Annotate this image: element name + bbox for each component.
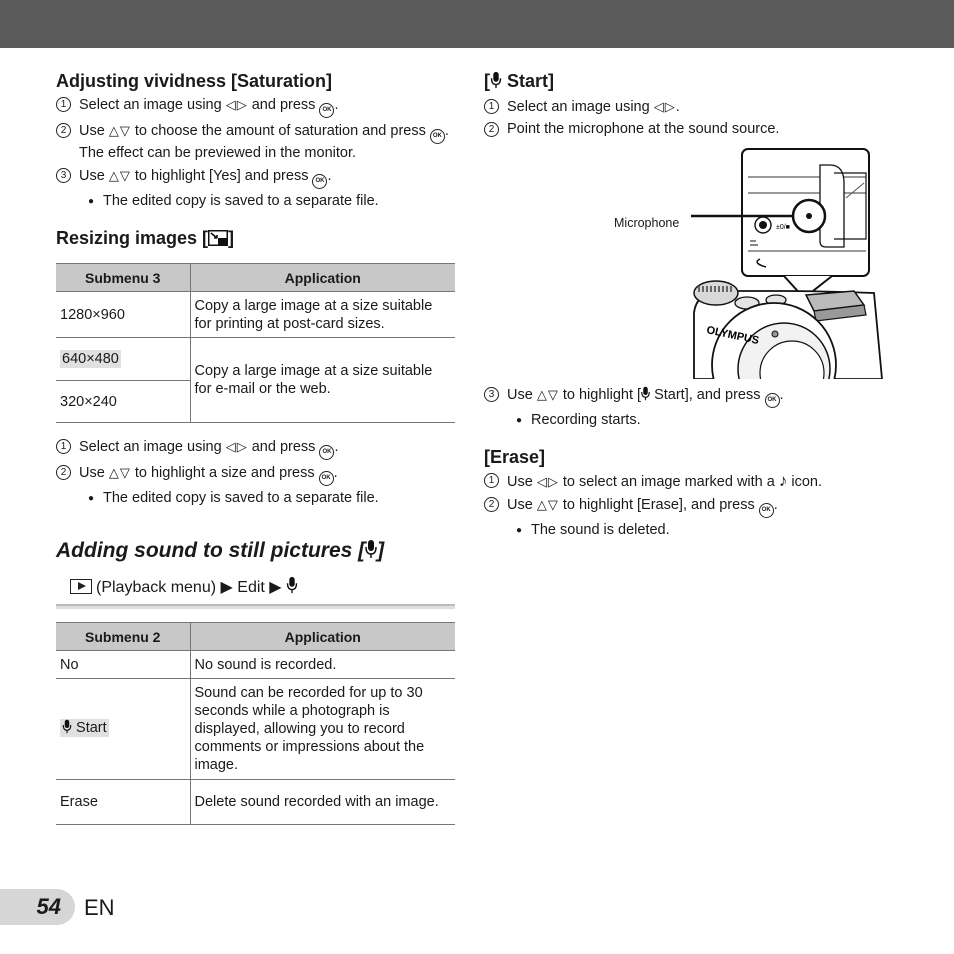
erase-step-2: 2 Use △▽ to highlight [Erase], and press OK . bbox=[484, 495, 904, 518]
resizing-step-2: 2 Use △▽ to highlight a size and press OK . bbox=[56, 463, 455, 486]
start-note: ● Recording starts. bbox=[484, 411, 904, 430]
up-down-arrows-icon: △▽ bbox=[108, 168, 131, 183]
start-title: [ Start] bbox=[484, 70, 904, 94]
up-down-arrows-icon: △▽ bbox=[536, 387, 559, 402]
ok-button-icon: OK bbox=[319, 471, 334, 486]
saturation-step-3: 3 Use △▽ to highlight [Yes] and press OK . bbox=[56, 166, 455, 189]
saturation-note: ● The edited copy is saved to a separate file. bbox=[56, 192, 455, 211]
left-right-arrows-icon: ◁▷ bbox=[225, 439, 248, 454]
table-row: 1280×960 Copy a large image at a size suitable for printing at post-card sizes. bbox=[56, 292, 455, 338]
table-header: Application bbox=[190, 623, 455, 651]
header-bar bbox=[0, 0, 954, 48]
up-down-arrows-icon: △▽ bbox=[536, 497, 559, 512]
microphone-icon bbox=[62, 719, 72, 739]
ok-button-icon: OK bbox=[430, 129, 445, 144]
svg-text:±0/■: ±0/■ bbox=[776, 224, 790, 231]
left-right-arrows-icon: ◁▷ bbox=[536, 474, 559, 489]
microphone-icon bbox=[365, 539, 377, 566]
microphone-label: Microphone bbox=[614, 216, 680, 230]
microphone-icon bbox=[490, 71, 502, 94]
left-right-arrows-icon: ◁▷ bbox=[653, 99, 676, 114]
start-step-1: 1 Select an image using ◁▷. bbox=[484, 97, 904, 117]
erase-title: [Erase] bbox=[484, 447, 546, 467]
table-row: Start Sound can be recorded for up to 30 seconds while a photograph is displayed, allowing you to record comments or impressions about the image. bbox=[56, 679, 455, 780]
menu-path: (Playback menu) ▶ Edit ▶ bbox=[56, 576, 455, 606]
resize-icon bbox=[208, 229, 228, 251]
page-number: 54 bbox=[0, 889, 75, 925]
saturation-step-1: 1 Select an image using ◁▷ and press OK . bbox=[56, 95, 455, 118]
erase-note: ● The sound is deleted. bbox=[484, 521, 904, 540]
left-right-arrows-icon: ◁▷ bbox=[225, 97, 248, 112]
left-column bbox=[56, 70, 455, 825]
ok-button-icon: OK bbox=[319, 445, 334, 460]
music-note-icon: ♪ bbox=[778, 471, 788, 490]
table-row: 640×480 Copy a large image at a size suitable for e-mail or the web. bbox=[56, 338, 455, 381]
camera-brand-text: OLYMPUS bbox=[705, 324, 761, 348]
table-row: Erase Delete sound recorded with an image. bbox=[56, 780, 455, 825]
table-row: 320×240 bbox=[56, 381, 455, 423]
ok-button-icon: OK bbox=[765, 393, 780, 408]
microphone-icon bbox=[641, 386, 650, 407]
arrow-right-icon: ▶ bbox=[269, 579, 282, 596]
ok-button-icon: OK bbox=[312, 174, 327, 189]
start-step-3: 3 Use △▽ to highlight [ Start], and press OK . bbox=[484, 385, 904, 408]
resize-table bbox=[56, 263, 455, 423]
ok-button-icon: OK bbox=[759, 503, 774, 518]
table-header: Application bbox=[190, 264, 455, 292]
resizing-note: ● The edited copy is saved to a separate file. bbox=[56, 489, 455, 508]
erase-step-1: 1 Use ◁▷ to select an image marked with a ♪ icon. bbox=[484, 471, 904, 492]
start-step-2: 2 Point the microphone at the sound source. bbox=[484, 120, 904, 139]
table-row: No No sound is recorded. bbox=[56, 651, 455, 679]
camera-drawing bbox=[484, 143, 904, 379]
table-header: Submenu 2 bbox=[56, 623, 190, 651]
saturation-title: Adjusting vividness [Saturation] bbox=[56, 71, 333, 91]
playback-icon bbox=[70, 579, 92, 594]
up-down-arrows-icon: △▽ bbox=[108, 465, 131, 480]
ok-button-icon: OK bbox=[319, 103, 334, 118]
sound-table bbox=[56, 622, 455, 825]
resizing-step-1: 1 Select an image using ◁▷ and press OK . bbox=[56, 437, 455, 460]
up-down-arrows-icon: △▽ bbox=[108, 123, 131, 138]
right-column bbox=[484, 70, 904, 540]
arrow-right-icon: ▶ bbox=[220, 579, 233, 596]
resizing-title: Resizing images [ ] bbox=[56, 227, 455, 251]
language-label: EN bbox=[84, 895, 115, 920]
camera-illustration bbox=[484, 143, 904, 379]
sound-title: Adding sound to still pictures [ ] bbox=[56, 538, 455, 566]
microphone-icon bbox=[286, 576, 298, 600]
saturation-step-2: 2 Use △▽ to choose the amount of saturation and press OK . The effect can be previewed in the monitor. bbox=[56, 121, 455, 163]
table-header: Submenu 3 bbox=[56, 264, 190, 292]
